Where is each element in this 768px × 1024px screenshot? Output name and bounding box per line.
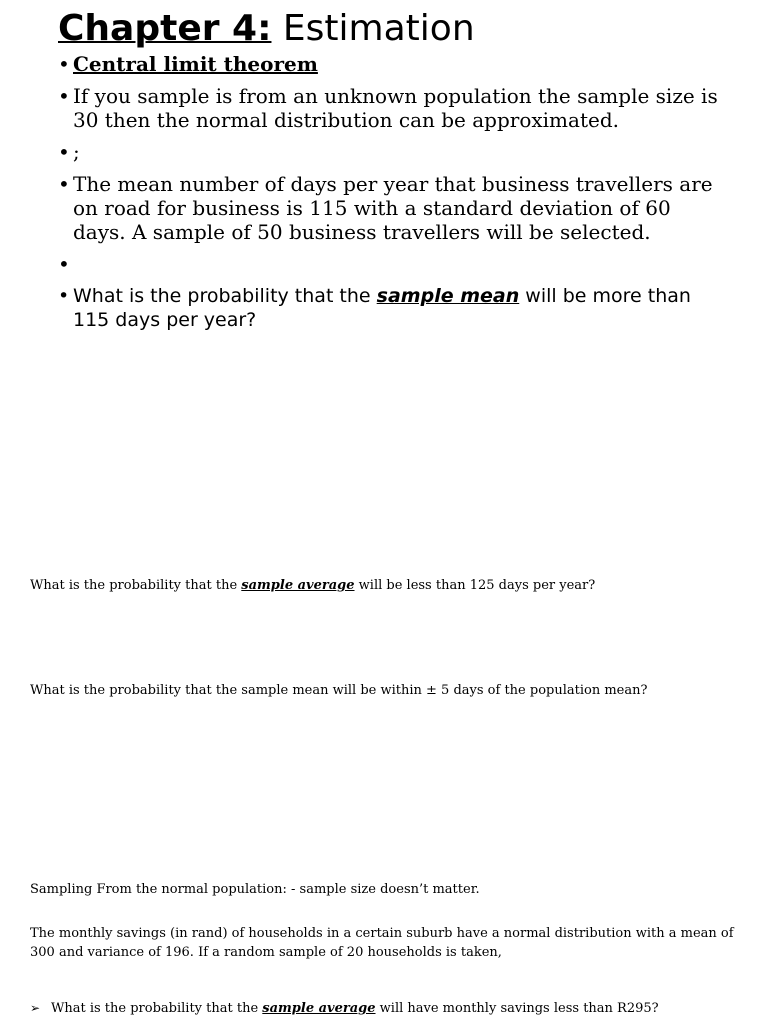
section-heading-normal-population: Sampling From the normal population: - sample size doesn’t matter.: [30, 882, 480, 897]
question-text-start: What is the probability that the: [30, 578, 238, 593]
bullet-semicolon: • ;: [58, 140, 718, 164]
bullet-central-limit-theorem: [58, 52, 718, 76]
question-emphasis: sample average: [262, 1001, 376, 1016]
question-emphasis: sample mean: [376, 285, 520, 307]
question-text-end: will have monthly savings less than R295?: [379, 1001, 659, 1016]
question-text-end: will be more than 115 days per year?: [73, 285, 691, 331]
bullet-question-sample-mean: [58, 284, 718, 332]
bullet-sample-size: • If you sample is from an unknown population the sample size is 30 then the normal distribution can be approximated.: [58, 84, 718, 132]
section-heading: Central limit theorem: [73, 52, 318, 76]
question-text-start: What is the probability that the: [73, 285, 371, 307]
bullet-business-travellers: • The mean number of days per year that business travellers are on road for business is 115 with a standard deviation of 60 days. A sample of 50 business travellers will be selected.: [58, 172, 718, 244]
question-monthly-savings: [30, 999, 745, 1018]
question-within-range: What is the probability that the sample mean will be within ± 5 days of the population mean?: [30, 683, 648, 698]
arrow-bullet-icon: ➢: [30, 1001, 41, 1015]
page-title: [58, 8, 475, 50]
bullet-empty: [58, 252, 718, 276]
paragraph-monthly-savings: The monthly savings (in rand) of households in a certain suburb have a normal distribution with a mean of 300 and variance of 196. If a random sample of 20 households is taken,: [30, 926, 734, 960]
bullet-list: [58, 52, 718, 332]
question-emphasis: sample average: [241, 578, 355, 593]
question-text-end: will be less than 125 days per year?: [358, 578, 596, 593]
question-text-start: What is the probability that the: [51, 1001, 259, 1016]
question-sample-average: [30, 576, 745, 595]
chapter-label: Chapter 4:: [58, 8, 272, 49]
chapter-topic: Estimation: [282, 8, 475, 49]
